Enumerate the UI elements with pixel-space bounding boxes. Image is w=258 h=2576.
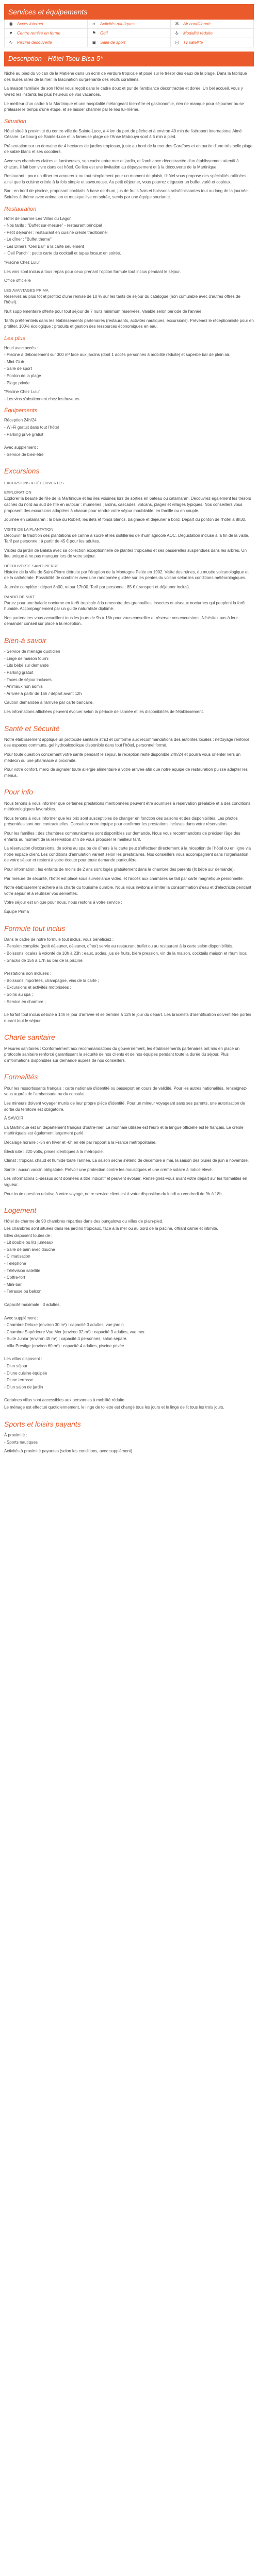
official-label: Office officielle (4, 278, 31, 283)
info-paragraph: Pour information : les enfants de moins de 2 ans sont logés gratuitement dans la chambre des parents (lit bébé sur demande). (4, 867, 235, 872)
wifi-icon: ◉ (9, 21, 13, 27)
location-title: Situation (4, 118, 26, 125)
extra-more-line: - Les vins s'abstiennent chez les buveurs. (4, 396, 80, 401)
health-paragraph: Notre établissement applique un protocole sanitaire strict et conforme aux recommandations des autorités locales : nettoyage renforcé des espaces communs, gel hydroalcoolique disponible dans tout l'hôtel, personnel formé. (4, 737, 250, 748)
accommodation-line: - Suite Junior (environ 45 m²) : capacité 4 personnes, salon séparé. (4, 1336, 127, 1342)
location-paragraph: Bar : en bord de piscine, proposant cocktails à base de rhum, jus de fruits frais et boissons rafraîchissantes tout au long de la journée. Soirées à thème avec animation et musique live en soirée, servis par une équipe souriante. (4, 189, 249, 199)
equipment-line (4, 438, 254, 444)
all-inclusive-line: - Boissons importées, champagne, vins de la carte ; (4, 978, 99, 983)
service-label: Salle de sport (100, 40, 125, 45)
accommodation-line: - Lit double ou lits jumeaux (4, 1240, 54, 1245)
services-title: Services et équipements (4, 4, 254, 20)
info-contact: Votre séjour est unique pour nous, nous restons à votre service : (4, 900, 122, 905)
location-paragraph: Avec ses chambres claires et lumineuses, son cadre entre mer et jardin, et l'ambiance décontractée d'un établissement attentif à chacun, il fait bon vivre dans cet hôtel. Ce lieu est une invitation au dépaysement et à la découverte de la Martinique. (4, 159, 239, 170)
accommodation-line: - Téléphone (4, 1261, 26, 1266)
gym-icon: ▣ (91, 40, 96, 45)
service-item (5, 38, 88, 47)
excursions-title: Excursions (4, 467, 40, 476)
extra-line: - Plage privée (4, 380, 30, 385)
accommodation-line: Les villas disposent : (4, 1357, 42, 1362)
excursion-paragraph: Découvrir la tradition des plantations de canne à sucre et les distilleries de rhum agricole AOC. Dégustation incluse à la fin de la visite. Tarif par personne : à partir de 45 € pour les adultes. (4, 533, 249, 544)
formalities-paragraph: Pour les ressortissants français : carte nationale d'identité ou passeport en cours de validité. Pour les autres nationalités, renseignez-vous auprès de l'ambassade ou du consulat. (4, 1086, 248, 1097)
info-paragraph: Nous tenons à vous informer que les prix sont susceptibles de changer en fonction des saisons et des disponibilités. Les photos présentées sont non contractuelles. Consultez notre équipe pour confirmer les prestations incluses dans votre réservation. (4, 816, 238, 827)
excursion-paragraph: Explorer la beauté de l'île de la Martinique et les îles voisines lors de sorties en bateau ou catamaran. Découvrez également les trésors cachés du nord au sud de l'île en autocar : rhumeries, jardins, cascades, volcans, plages et villages typiques. Nos conseillers vous proposent des excursions adaptées à chacun pour rendre votre séjour inoubliable, en famille ou en couple. (4, 496, 251, 513)
pool-icon: ∿ (9, 40, 13, 45)
good-to-know-extra (4, 700, 254, 715)
description-title: Description - Hôtel Tsou Bisa 5* (4, 52, 254, 66)
accommodation-line: Elles disposent toutes de : (4, 1233, 53, 1238)
accommodation-title: Logement (4, 1206, 37, 1215)
good-to-know-paragraph: Caution demandée à l'arrivée par carte bancaire. (4, 700, 94, 705)
info-paragraph: Notre établissement adhère à la charte du tourisme durable. Nous vous invitons à limiter la consommation d'eau et d'électricité pendant votre séjour et à réutiliser vos serviettes. (4, 885, 251, 896)
formalities-paragraph: Climat : tropical, chaud et humide toute l'année. La saison sèche s'étend de décembre à mai, la saison des pluies de juin à novembre. (4, 1158, 249, 1163)
service-item (88, 38, 171, 47)
all-inclusive-line: Le forfait tout inclus débute à 14h le jour d'arrivée et se termine à 12h le jour du départ. Les bracelets d'identification doivent être portés durant tout le séjour. (4, 1012, 251, 1023)
accommodation-line (4, 1296, 254, 1301)
info-paragraph: La réservation d'excursions, de soins au spa ou de dîners à la carte peut s'effectuer directement à la réception de l'hôtel ou en ligne via notre espace client. Les conditions d'annulation varient selon les prestataires. Nos conseillers vous accompagnent dans l'organisation de votre séjour et restent à votre écoute pour toute demande particulière. (4, 846, 251, 863)
service-label: Tv satellite (183, 40, 203, 45)
excursions-body (4, 490, 254, 626)
formalities-paragraph: Les mineurs doivent voyager munis de leur propre pièce d'identité. Pour un mineur voyageant sans ses parents, une autorisation de sortie du territoire est obligatoire. (4, 1100, 245, 1112)
dumbbell-icon: ♥ (9, 30, 12, 36)
extra-line: - Piscine à débordement sur 300 m² face aux jardins (dont 1 accès personnes à mobilité réduite) et superbe bar de plein air. (4, 352, 231, 358)
formalities-paragraph: La Martinique est un département français d'outre-mer. La monnaie utilisée est l'euro et la langue officielle est le français. Le créole martiniquais est également largement parlé. (4, 1125, 244, 1136)
accommodation-line: - Villa Prestige (environ 60 m²) : capacité 4 adultes, piscine privée. (4, 1343, 125, 1348)
service-item (5, 29, 88, 38)
location-paragraph: Hôtel situé à proximité du centre-ville de Sainte-Luce, à 4 km du port de pêche et à environ 40 min de l'aéroport international Aimé Césaire. Le bourg de Sainte-Luce et la fameuse plage de l'Anse Mabouya sont à 5 min à pied. (4, 128, 242, 140)
health-safety-title: Santé et Sécurité (4, 724, 60, 733)
description-body (4, 71, 254, 457)
formalities-paragraph: Électricité : 220 volts, prises identiques à la métropole. (4, 1149, 104, 1154)
accommodation-line: Certaines villas sont accessibles aux personnes à mobilité réduite. (4, 1398, 126, 1403)
restaurant-note2: Les vins sont inclus à tous repas pour ceux prenant l'option formule tout inclus pendant le séjour. (4, 269, 181, 274)
good-to-know-line: - Lits bébé sur demande (4, 663, 49, 668)
excursion-heading: EXPLORATION (4, 490, 31, 495)
equipment-line: - Wi-Fi gratuit dans tout l'hôtel (4, 425, 59, 430)
service-label: Modalité réduite (183, 31, 213, 36)
restaurant-line: Hôtel de charme Les Villas du Lagon (4, 216, 72, 221)
sanitary-charter-text: Mesures sanitaires : Conformément aux recommandations du gouvernement, les établissements partenaires ont mis en place un protocole sanitaire renforcé garantissant la sécurité de nos clients et de nos équipes pendant toute la durée du séjour. Plus d'informations disponibles sur demande auprès de nos conseillers. (4, 1046, 240, 1063)
sports-list (4, 1432, 254, 1445)
good-to-know-line: - Animaux non admis (4, 684, 43, 689)
accommodation-line: Le ménage est effectué quotidiennement, le linge de toilette est changé tous les jours et le linge de lit tous les trois jours. (4, 1405, 224, 1410)
info-paragraph: Par mesure de sécurité, l'hôtel est placé sous surveillance vidéo, et l'accès aux chambres se fait par carte magnétique personnelle. (4, 876, 244, 881)
good-to-know-title: Bien-à savoir (4, 636, 46, 645)
restaurant-line: - Les Dîners "Oeil Bar" à la carte seulement (4, 244, 84, 249)
formalities-paragraph: Les informations ci-dessus sont données à titre indicatif et peuvent évoluer. Renseignez-vous avant votre départ sur les formalités en vigueur. (4, 1176, 247, 1187)
advantage-paragraph: Réservez au plus tôt et profitez d'une remise de 10 % sur les tarifs de séjour du catalogue (non cumulable avec d'autres offres de l'hôtel). (4, 294, 240, 305)
formalities-title: Formalités (4, 1073, 38, 1081)
all-inclusive-line: - Soins au spa ; (4, 992, 33, 997)
service-item (171, 20, 254, 29)
equipment-line: Avec supplément : (4, 445, 38, 450)
intro-paragraph: Le meilleur d'un cadre à la Martinique et une hospitalité mélangeant bien-être et gastronomie, rien ne manque pour séjourner ou se prélasser le temps d'une étape, et se laisser charmer par le lieu lui-même. (4, 101, 244, 112)
sports-line: À proximité : (4, 1432, 27, 1437)
formalities-paragraph: Santé : aucun vaccin obligatoire. Prévoir une protection contre les moustiques et une crème solaire à indice élevé. (4, 1167, 213, 1172)
all-inclusive-line (4, 1006, 254, 1011)
good-to-know-paragraph: Les informations affichées peuvent évoluer selon la période de l'année et les disponibilités de l'établissement. (4, 709, 204, 714)
extra-line: - Salle de sport (4, 366, 32, 371)
restaurant-list (4, 216, 254, 257)
all-inclusive-line (4, 964, 254, 970)
intro-paragraph: La maison familiale de son Hôtel vous reçoit dans le cadre doux et pur de l'ambiance décontractée et dorée. Un bel accueil, vous y vivrez les instants les plus heureux de vos vacances. (4, 86, 243, 97)
advantages-title: LES AVANTAGES PRIMA (4, 287, 49, 293)
excursion-heading: VISITE DE LA PLANTATION (4, 527, 54, 532)
location-paragraph: Restaurant : pour un dîner en amoureux ou tout simplement pour un moment de plaisir, l'hôtel vous propose des spécialités raffinées ainsi que la cuisine créole à la fois simple et savoureuse. Au petit déjeuner, vous pourrez déguster un buffet varié et copieux. (4, 174, 247, 184)
advantage-paragraph: Tarifs préférentiels dans les établissements partenaires (restaurants, activités nautiques, excursions). Prévenez le réceptionniste pour en profiter. 100% écologique : produits et gestion des ressources économiques en eau. (4, 318, 254, 329)
excursion-heading: RANDO DE NUIT (4, 594, 35, 599)
equipment-line: - Service de bien-être (4, 452, 44, 457)
info-body (4, 801, 254, 897)
advantages-list (4, 294, 254, 330)
extra-line: - Ponton de la plage (4, 374, 41, 379)
all-inclusive-line: - Boissons locales à volonté de 10h à 23h : eaux, sodas, jus de fruits, bière pression, vin de la maison, cocktails maison et rhum local. (4, 951, 249, 956)
accommodation-line: - Salle de bain avec douche (4, 1247, 55, 1252)
excursion-paragraph: Journée complète : départ 8h00, retour 17h00. Tarif par personne : 85 € (transport et déjeuner inclus). (4, 585, 190, 590)
formalities-paragraph: À SAVOIR : (4, 1116, 26, 1121)
accommodation-line: - D'une terrasse (4, 1378, 34, 1383)
excursion-paragraph: Journée en catamaran : la baie du Robert, les îlets et fonds blancs, baignade et déjeuner à bord. Départ du ponton de l'hôtel à 8h30. (4, 517, 246, 522)
advantage-paragraph: Nuit supplémentaire offerte pour tout séjour de 7 nuits minimum réservées. Valable selon période de l'année. (4, 309, 203, 314)
excursion-paragraph: Partez pour une balade nocturne en forêt tropicale à la rencontre des grenouilles, insectes et oiseaux nocturnes qui peuplent la forêt humide. Accompagnement par un guide naturaliste diplômé. (4, 600, 246, 612)
extras-list (4, 345, 254, 386)
accommodation-line: - D'une cuisine équipée (4, 1370, 47, 1376)
formalities-paragraph: Décalage horaire : -5h en hiver et -6h en été par rapport à la France métropolitaine. (4, 1140, 157, 1145)
excursion-paragraph: Histoire de la ville de Saint-Pierre détruite par l'éruption de la Montagne Pelée en 1902. Visite des ruines, du musée volcanologique et de la cathédrale. Possibilité de combiner avec une randonnée guidée sur les pentes du volcan selon les conditions météorologiques. (4, 569, 249, 581)
health-paragraph: Pour toute question concernant votre santé pendant le séjour, la réception reste disponible 24h/24 et pourra vous orienter vers un médecin ou une pharmacie à proximité. (4, 752, 241, 763)
service-item (88, 29, 171, 38)
extras-more (4, 389, 254, 402)
excursion-heading: DÉCOUVERTE SAINT-PIERRE (4, 563, 59, 568)
extra-line: - Mini-Club (4, 359, 24, 364)
accommodation-line: - Télévision satellite (4, 1268, 41, 1273)
excursions-subtitle: EXCURSIONS & DÉCOUVERTES (4, 480, 64, 485)
golf-icon: ⚑ (91, 30, 96, 36)
restaurant-line: - 'Oeil Punch' : petite carte du cocktail et tapas locaux en soirée. (4, 251, 121, 256)
accommodation-line: - Mini-bar (4, 1282, 22, 1287)
accommodation-line: Les chambres sont situées dans les jardins tropicaux, face à la mer ou au bord de la piscine, offrant calme et intimité. (4, 1226, 218, 1231)
satellite-icon: ◎ (175, 40, 179, 45)
good-to-know-line: - Service de ménage quotidien (4, 649, 60, 654)
location-paragraph: Présentation sur un domaine de 4 hectares de jardins tropicaux, juste au bord de la mer des Caraïbes et entourée d'une très belle plage de sable blanc et ses cocotiers. (4, 143, 253, 155)
equipment-line: - Parking privé gratuit (4, 432, 44, 437)
sports-title: Sports et loisirs payants (4, 1419, 81, 1428)
all-inclusive-line: Prestations non incluses : (4, 971, 52, 976)
sanitary-charter-title: Charte sanitaire (4, 1033, 55, 1042)
accommodation-line: - Terrasse ou balcon (4, 1289, 42, 1294)
accommodation-line (4, 1350, 254, 1355)
good-to-know-line: - Parking gratuit (4, 670, 34, 675)
accommodation-line: Hôtel de charme de 90 chambres réparties dans des bungalows ou villas de plain-pied. (4, 1219, 164, 1224)
accommodation-line: - Chambre Deluxe (environ 30 m²) : capacité 3 adultes, vue jardin. (4, 1323, 125, 1328)
intro-paragraph: Niché au pied du volcan de la Matiène dans un écrin de verdure tropicale et posé sur le trésor des eaux de la plage. Dans la fabrique des huiles rares de la mer, la fascination surprenante des récifs coralliens. (4, 71, 247, 82)
info-contact-name: Équipe Prima (4, 909, 29, 914)
equipment-list (4, 417, 254, 457)
restaurant-line: - Le dîner : "Buffet thème" (4, 237, 52, 242)
good-to-know-line: - Arrivée à partir de 15h / départ avant 12h (4, 691, 82, 696)
info-paragraph: Pour les familles : des chambres communicantes sont disponibles sur demande. Nous vous recommandons de préciser l'âge des enfants au moment de la réservation afin de vous proposer le meilleur tarif. (4, 831, 240, 842)
good-to-know-line: - Taxes de séjour incluses (4, 677, 52, 682)
service-label: Accès internet (17, 22, 43, 26)
accommodation-line: Avec supplément : (4, 1315, 38, 1320)
all-inclusive-line: - Service en chambre ; (4, 999, 46, 1004)
accommodation-line (4, 1309, 254, 1314)
all-inclusive-line: - Excursions et activités motorisées ; (4, 985, 71, 990)
service-item (5, 20, 88, 29)
accommodation-line: - Chambre Supérieure Vue Mer (environ 32 m²) : capacité 3 adultes, vue mer. (4, 1329, 146, 1334)
accommodation-line (4, 1391, 254, 1396)
sports-footnote: Activités à proximité payantes (selon les conditions, avec supplément). (4, 1449, 134, 1454)
restaurant-line: - Petit déjeuner : restaurant en cuisine créole traditionnel (4, 230, 108, 235)
service-label: Piscine découverte (17, 40, 52, 45)
accommodation-line: - D'un salon de jardin (4, 1384, 43, 1389)
extra-more-line: "Piscine Chez Lulu" (4, 389, 40, 395)
snowflake-icon: ✻ (175, 21, 179, 27)
extras-title: Les plus (4, 335, 25, 342)
all-inclusive-line: - Snacks de 15h à 17h au bar de la piscine. (4, 958, 84, 963)
service-item (88, 20, 171, 29)
boat-icon: ≈ (92, 21, 95, 27)
excursion-paragraph: Nos partenaires vous accueillent tous les jours de 9h à 18h pour vous conseiller et réserver vos excursions. N'hésitez pas à leur demander conseil sur place à la réception. (4, 615, 238, 626)
formalities-paragraph: Pour toute question relative à votre voyage, notre service client est à votre disposition du lundi au vendredi de 9h à 18h. (4, 1191, 223, 1196)
info-title: Pour info (4, 788, 34, 796)
service-label: Activités nautiques (100, 22, 135, 26)
restaurant-note: "Piscine Chez Lulu" (4, 260, 40, 265)
health-safety-body (4, 737, 254, 779)
accommodation-line: - Coffre-fort (4, 1275, 25, 1280)
good-to-know-list (4, 649, 254, 697)
accommodation-body (4, 1218, 254, 1410)
all-inclusive-title: Formule tout inclus (4, 924, 66, 933)
restaurant-title: Restauration (4, 206, 37, 212)
equipment-line: Réception 24h/24 (4, 418, 37, 423)
equipment-title: Équipements (4, 408, 38, 414)
accommodation-line: - D'un séjour (4, 1364, 28, 1369)
service-item (171, 29, 254, 38)
excursion-paragraph: Visites du jardin de Balata avec sa collection exceptionnelle de plantes tropicales et ses passerelles suspendues dans les arbres. Un lieu unique à ne pas manquer lors de votre séjour. (4, 548, 247, 559)
accommodation-line: Capacité maximale : 3 adultes. (4, 1302, 61, 1307)
extra-line: Hotel avec accès : (4, 345, 38, 350)
info-paragraph: Nous tenons à vous informer que certaines prestations mentionnées peuvent être soumises à réservation préalable et à des conditions météorologiques favorables. (4, 801, 251, 812)
health-paragraph: Pour votre confort, merci de signaler toute allergie alimentaire à votre arrivée afin que notre équipe de restauration puisse adapter les menus. (4, 767, 248, 778)
service-item (171, 38, 254, 47)
wheelchair-icon: ♿ (174, 30, 180, 36)
sports-line: - Sports nautiques (4, 1439, 38, 1445)
service-label: Centre remise en forme (17, 31, 61, 36)
restaurant-line: - Nos tarifs : "Buffet sur-mesure" - restaurant principal (4, 223, 102, 228)
all-inclusive-line: Dans le cadre de notre formule tout inclus, vous bénéficiez : (4, 937, 114, 942)
accommodation-line: - Climatisation (4, 1254, 30, 1259)
services-grid (4, 20, 254, 47)
all-inclusive-line: - Pension complète (petit déjeuner, déjeuner, dîner) servie au restaurant buffet ou au restaurant à la carte selon disponibilités. (4, 944, 234, 949)
formalities-body (4, 1086, 254, 1197)
all-inclusive-body (4, 937, 254, 1024)
good-to-know-line: - Linge de maison fourni (4, 656, 49, 661)
service-label: Golf (100, 31, 108, 36)
service-label: Air conditionné (183, 22, 211, 26)
